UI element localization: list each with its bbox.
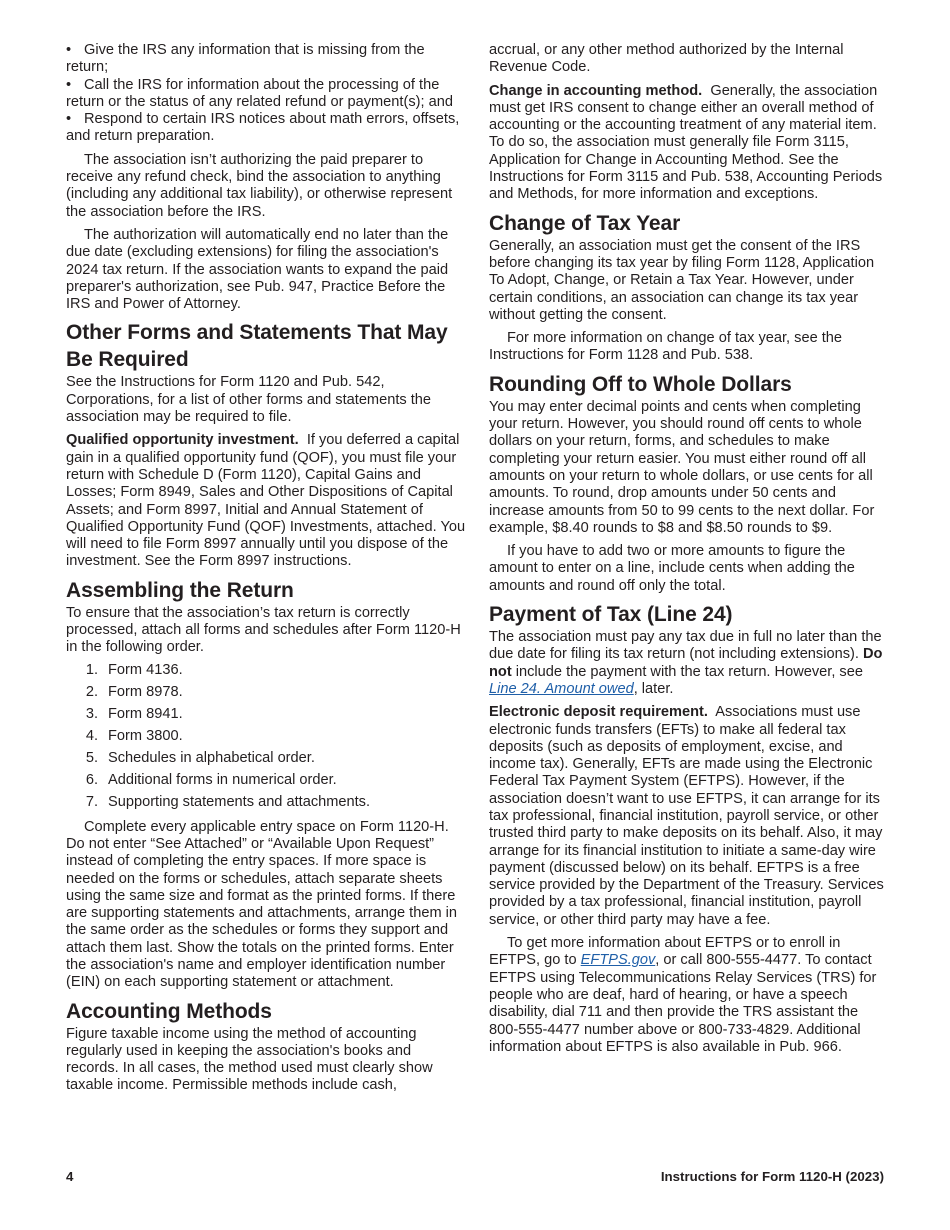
list-item: 2. Form 8978. (85, 683, 183, 700)
bullet-icon: • (66, 76, 72, 93)
heading-change-tax-year: Change of Tax Year (489, 211, 681, 235)
right-column (489, 42, 887, 1062)
bullet-icon: • (66, 42, 72, 58)
bullet-icon: • (66, 111, 72, 128)
runin-heading: Qualified opportunity investment. (66, 432, 299, 449)
paragraph-payment: The association must pay any tax due in full no later than the due date for filing its tax return (not including extensions). Do not include the payment with the tax return. However, see Line 24. Amount owed, later. (489, 629, 883, 697)
list-item: 7. Supporting statements and attachments. (85, 793, 371, 810)
list-item: 6. Additional forms in numerical order. (85, 771, 337, 788)
bullet-item: • Call the IRS for information about the processing of the return or the status of any related refund or payment(s); and (66, 76, 453, 110)
paragraph-tax-year-2: For more information on change of tax year, see the Instructions for Form 1128 and Pub. 538. (489, 330, 843, 364)
paragraph-rounding-2: If you have to add two or more amounts to figure the amount to enter on a line, include cents when adding the amounts and round off only the total. (489, 543, 855, 594)
paragraph-accounting-methods: Figure taxable income using the method of accounting regularly used in keeping the association's books and records. In all cases, the method used must clearly show taxable income. Permissible methods include cash, (66, 1025, 433, 1094)
footer-title: Instructions for Form 1120-H (2023) (660, 1169, 884, 1184)
heading-assembling: Assembling the Return (66, 578, 294, 602)
assembly-order-list (66, 659, 466, 813)
link-eftps-gov[interactable]: EFTPS.gov (580, 952, 656, 969)
heading-payment-of-tax: Payment of Tax (Line 24) (489, 603, 733, 627)
heading-rounding: Rounding Off to Whole Dollars (489, 372, 792, 396)
link-line-24-amount-owed[interactable]: Line 24. Amount owed (489, 680, 634, 697)
list-item: 1. Form 4136. (85, 661, 183, 678)
paragraph-accounting-continued: accrual, or any other method authorized by the Internal Revenue Code. (489, 42, 844, 76)
list-item: 4. Form 3800. (85, 727, 183, 744)
paragraph-authorization-end: The authorization will automatically end no later than the due date (excluding extensions) for filing the association's 2024 tax return. If the association wants to expand the paid preparer's authorization, see Pub. 947, Practice Before the IRS and Power of Attorney. (66, 226, 449, 313)
paragraph-change-method: Change in accounting method. Generally, the association must get IRS consent to change either an overall method of accounting or the accounting treatment of any material item. To do so, the association must generally file Form 3115, Application for Change in Accounting Method. See the Instructions for Form 3115 and Pub. 538, Accounting Periods and Methods, for more information and exceptions. (489, 82, 883, 203)
paragraph-eftps-enroll: To get more information about EFTPS or to enroll in EFTPS, go to EFTPS.gov, or call 800-555-4477. To contact EFTPS using Telecommunications Relay Services (TRS) for people who are deaf, hard of hearing, or have a speech disability, dial 711 and then provide the TRS assistant the 800-555-4477 number above or 800-733-4829. Additional information about EFTPS is also available in Pub. 966. (489, 935, 877, 1055)
paragraph-not-authorizing: The association isn’t authorizing the paid preparer to receive any refund check, bind the association to anything (including any additional tax liability), or otherwise represent the association before the IRS. (66, 151, 453, 220)
heading-accounting-methods: Accounting Methods (66, 999, 272, 1023)
page-number: 4 (66, 1169, 74, 1184)
heading-other-forms: Other Forms and Statements That May Be Required (66, 321, 448, 372)
paragraph-other-forms: See the Instructions for Form 1120 and Pub. 542, Corporations, for a list of other forms and statements the association may be required to file. (66, 374, 432, 426)
paragraph-assembling-intro: To ensure that the association’s tax return is correctly processed, attach all forms and schedules after Form 1120-H in the following order. (66, 604, 461, 656)
paragraph-qualified-opportunity: Qualified opportunity investment. If you deferred a capital gain in a qualified opportunity fund (QOF), you must file your return with Schedule D (Form 1120), Capital Gains and Losses; Form 8949, Sales and Other Dispositions of Capital Assets; and Form 8997, Initial and Annual Statement of Qualified Opportunity Fund (QOF) Investments, attached. You will need to file Form 8997 annually until you dispose of the investment. See the Form 8997 instructions. (66, 432, 466, 570)
paragraph-tax-year-1: Generally, an association must get the consent of the IRS before changing its tax year by filing Form 1128, Application To Adopt, Change, or Retain a Tax Year. However, under certain conditions, an association can change its tax year without getting the consent. (489, 237, 875, 323)
paragraph-complete-entries: Complete every applicable entry space on Form 1120-H. Do not enter “See Attached” or “Available Upon Request” instead of completing the entry spaces. If more space is needed on the forms or schedules, attach separate sheets using the same size and format as the printed forms. If there are supporting statements and attachments, arrange them in the same order as the schedules or forms they support and attach them last. Show the totals on the printed forms. Enter the association's name and employer identification number (EIN) on each supporting statement or attachment. (66, 818, 458, 991)
runin-heading: Change in accounting method. (489, 82, 703, 99)
paragraph-electronic-deposit: Electronic deposit requirement. Associations must use electronic funds transfers (EFTs) to make all federal tax deposits (such as deposits of employment, excise, and income tax). Generally, EFTs are made using the Electronic Federal Tax Payment System (EFTPS). However, if the association doesn’t want to use EFTPS, it can arrange for its tax professional, financial institution, payroll service, or other trusted third party to make deposits on its behalf. Also, it may arrange for its financial institution to initiate a same-day wire payment (discussed below) on its behalf. EFTPS is a free service provided by the Department of the Treasury. Services provided by a tax professional, financial institution, payroll service, or other third party may have a fee. (489, 704, 884, 928)
left-column (66, 42, 466, 1101)
bullet-item: • Respond to certain IRS notices about math errors, offsets, and return preparation. (66, 111, 460, 145)
runin-heading: Electronic deposit requirement. (489, 704, 708, 721)
list-item: 5. Schedules in alphabetical order. (85, 749, 315, 766)
bullet-item: • Give the IRS any information that is missing from the return; (66, 42, 425, 76)
paragraph-rounding-1: You may enter decimal points and cents when completing your return. However, you should round off cents to whole dollars on your return, forms, and schedules to make completing your return easier. You must either round off all amounts on your return to whole dollars, or use cents for all amounts. To round, drop amounts under 50 cents and increase amounts from 50 to 99 cents to the next dollar. For example, $8.40 rounds to $8 and $8.50 rounds to $9. (489, 398, 875, 536)
list-item: 3. Form 8941. (85, 705, 183, 722)
